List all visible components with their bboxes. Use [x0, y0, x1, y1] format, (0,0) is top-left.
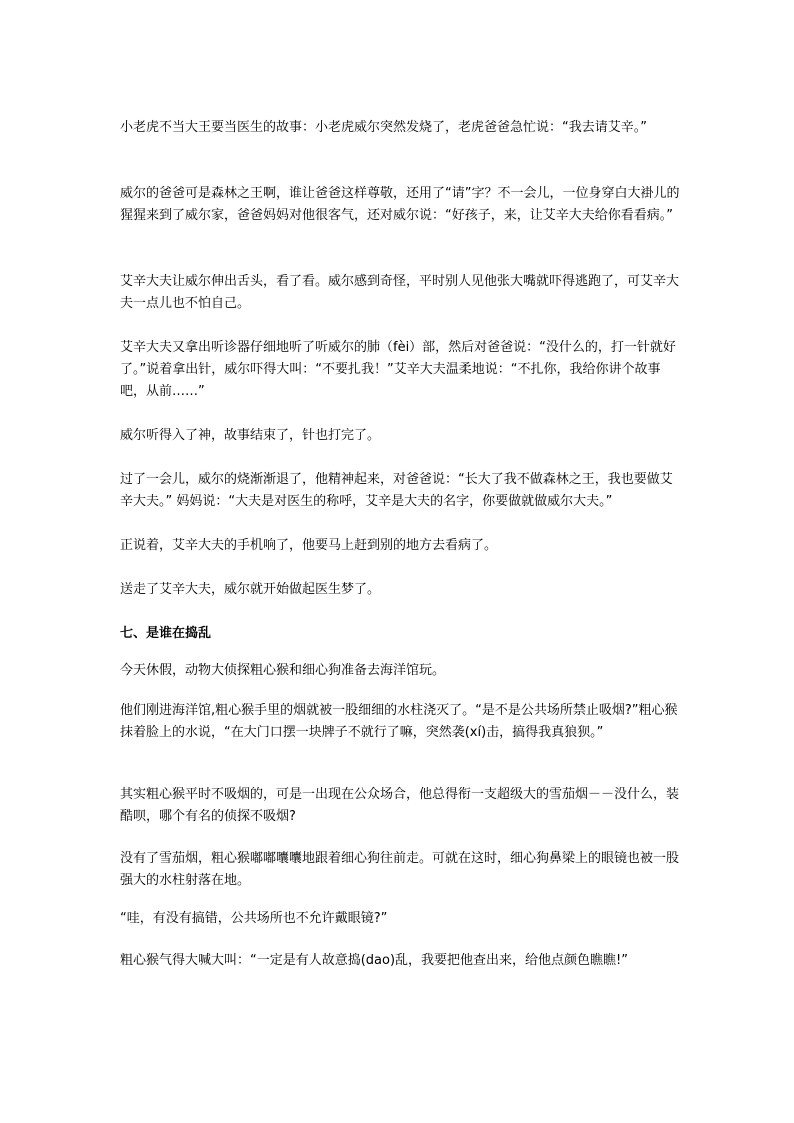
paragraph-aquarium-water: 他们刚进海洋馆,粗心猴手里的烟就被一股细细的水柱浇灭了。“是不是公共场所禁止吸烟?”粗心猴抹着脸上的水说，“在大门口摆一块牌子不就行了嘛，突然袭(xí)击，搞得我真狼狈。”	[120, 703, 678, 740]
paragraph-cigar: 其实粗心猴平时不吸烟的，可是一出现在公众场合，他总得衔一支超级大的雪茄烟－－没什么，装酷呗，哪个有名的侦探不吸烟?	[120, 787, 680, 824]
paragraph-story-finished: 威尔听得入了神，故事结束了，针也打完了。	[120, 428, 381, 443]
paragraph-doctor-dream: 送走了艾辛大夫，威尔就开始做起医生梦了。	[120, 582, 381, 597]
paragraph-tiger-story-intro: 小老虎不当大王要当医生的故事：小老虎威尔突然发烧了，老虎爸爸急忙说：“我去请艾辛。”	[120, 120, 647, 135]
paragraph-stethoscope: 艾辛大夫又拿出听诊器仔细地听了听威尔的肺（fèi）部，然后对爸爸说：“没什么的，打一针就好了。”说着拿出针，威尔吓得大叫：“不要扎我！”艾辛大夫温柔地说：“不扎你，我给你讲个故事吧，从前……”	[120, 340, 676, 399]
paragraph-wow: “哇，有没有搞错，公共场所也不允许戴眼镜?”	[120, 911, 388, 926]
paragraph-holiday: 今天休假，动物大侦探粗心猴和细心狗准备去海洋馆玩。	[120, 663, 446, 678]
section-heading: 七、是谁在捣乱	[120, 626, 212, 641]
paragraph-tongue-check: 艾辛大夫让威尔伸出舌头，看了看。威尔感到奇怪，平时别人见他张大嘴就吓得逃跑了，可艾辛大夫一点儿也不怕自己。	[120, 274, 680, 311]
paragraph-father-respect: 威尔的爸爸可是森林之王啊，谁让爸爸这样尊敬，还用了“请”字？不一会儿，一位身穿白大褂儿的猩猩来到了威尔家，爸爸妈妈对他很客气，还对威尔说：“好孩子，来，让艾辛大夫给你看看病。”	[120, 186, 680, 223]
paragraph-phone-rang: 正说着，艾辛大夫的手机响了，他要马上赶到别的地方去看病了。	[120, 538, 498, 553]
paragraph-angry-monkey: 粗心猴气得大喊大叫：“一定是有人故意捣(dao)乱，我要把他查出来，给他点颜色瞧瞧!”	[120, 953, 628, 968]
paragraph-fever-gone: 过了一会儿，威尔的烧渐渐退了，他精神起来，对爸爸说：“长大了我不做森林之王，我也要做艾辛大夫。” 妈妈说：“大夫是对医生的称呼，艾辛是大夫的名字，你要做就做威尔大夫。”	[120, 472, 673, 509]
paragraph-glasses: 没有了雪茄烟，粗心猴嘟嘟囔囔地跟着细心狗往前走。可就在这时，细心狗鼻梁上的眼镜也被一股强大的水柱射落在地。	[120, 851, 680, 888]
